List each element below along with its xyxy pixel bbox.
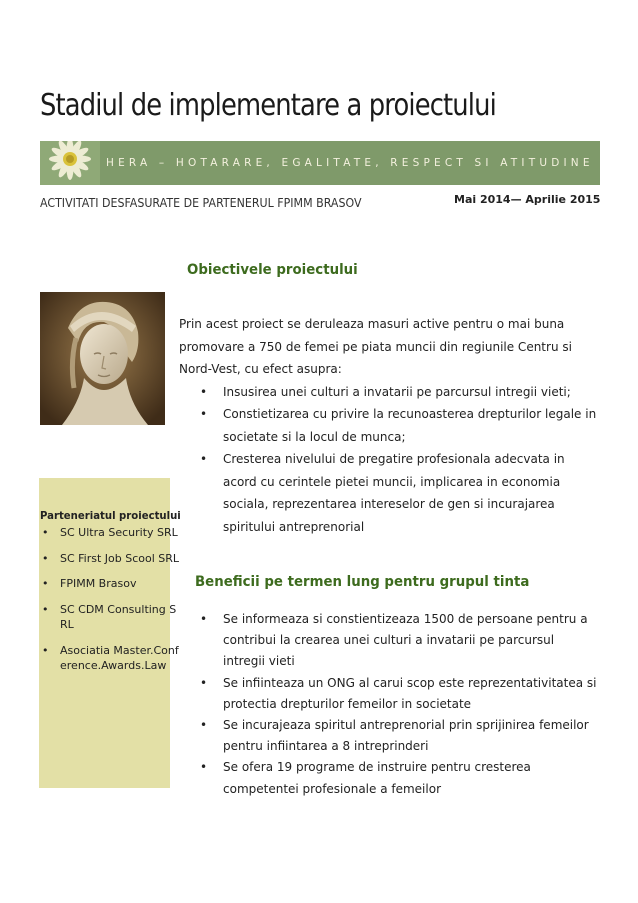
list-item: • SC CDM Consulting SRL [40,602,180,633]
list-item: • SC Ultra Security SRL [40,525,180,541]
banner-tagline: HERA – HOTARARE, EGALITATE, RESPECT SI ATITUDINE [106,157,594,169]
list-item: • Insusirea unei culturi a invatarii pe parcursul intregii vieti; [179,381,599,404]
benefits-list [179,609,599,800]
partnership-list [40,525,180,684]
benefits-body [179,609,599,800]
objectives-list [179,381,599,539]
daisy-flower-icon [40,141,100,185]
benefits-heading: Beneficii pe termen lung pentru grupul tinta [195,574,530,590]
page-title: Stadiul de implementare a proiectului [40,88,496,123]
list-item: • FPIMM Brasov [40,576,180,592]
project-period: Mai 2014— Aprilie 2015 [454,193,601,206]
hera-statue-bust-icon [40,292,165,425]
list-item: • Se infiinteaza un ONG al carui scop este reprezentativitatea si protectia drepturilor femeilor in societate [179,673,599,715]
list-item: • Constietizarea cu privire la recunoasterea drepturilor legale in societate si la locul de munca; [179,403,599,448]
list-item: • Cresterea nivelului de pregatire profesionala adecvata in acord cu cerintele pietei muncii, implicarea in economia sociala, reprezentarea intereselor de gen si incurajarea spiritului antreprenorial [179,448,599,538]
objectives-intro: Prin acest proiect se deruleaza masuri active pentru o mai buna promovare a 750 de femei pe piata muncii din regiunile Centru si Nord-Vest, cu efect asupra: [179,317,572,376]
partnership-heading: Parteneriatul proiectului [40,509,181,522]
objectives-heading: Obiectivele proiectului [187,262,358,278]
objectives-body [179,313,599,538]
list-item: • Se incurajeaza spiritul antreprenorial prin sprijinirea femeilor pentru infiintarea a 8 intreprinderi [179,715,599,757]
list-item: • Asociatia Master.Conference.Awards.Law [40,643,180,674]
list-item: • SC First Job Scool SRL [40,551,180,567]
list-item: • Se informeaza si constientizeaza 1500 de persoane pentru a contribui la crearea unei culturi a invatarii pe parcursul intregii vieti [179,609,599,673]
list-item: • Se ofera 19 programe de instruire pentru cresterea competentei profesionale a femeilor [179,757,599,799]
document-subtitle: ACTIVITATI DESFASURATE DE PARTENERUL FPIMM BRASOV [40,196,362,210]
